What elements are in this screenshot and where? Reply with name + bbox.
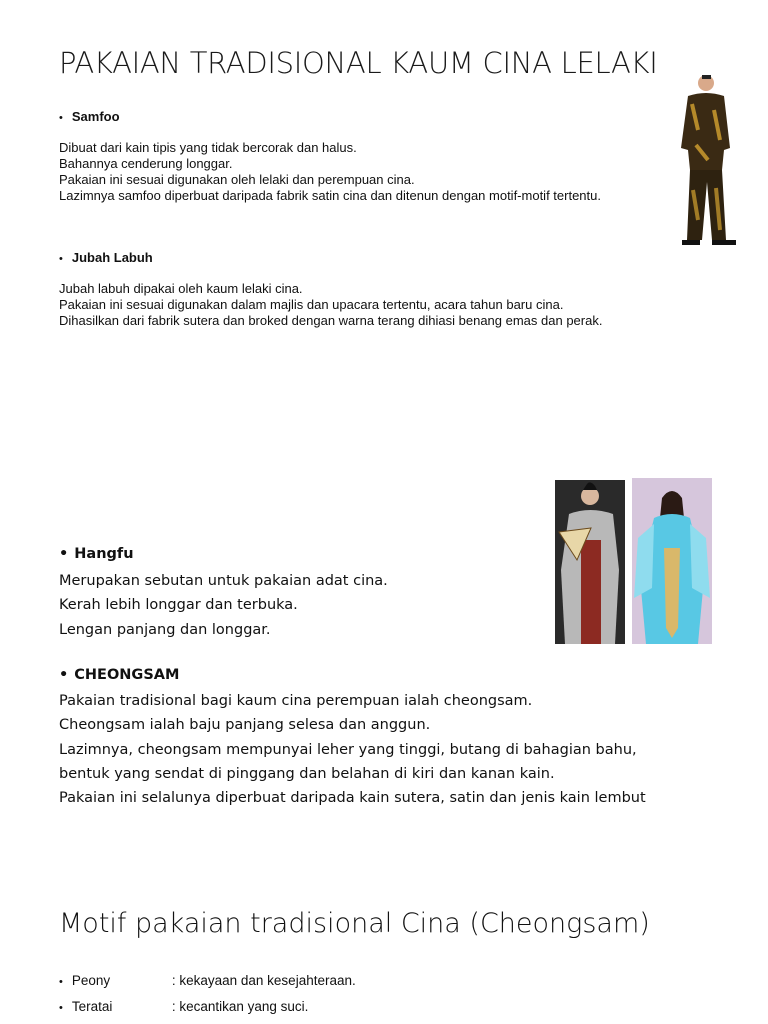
text-line: Bahannya cenderung longgar.: [59, 156, 233, 171]
bullet: •: [59, 667, 69, 683]
heading-text: Samfoo: [71, 109, 120, 124]
text-line: Dibuat dari kain tipis yang tidak bercorak dan halus.: [59, 140, 357, 155]
samfoo-description: [59, 140, 601, 204]
bullet: •: [59, 546, 69, 562]
text-line: Pakaian tradisional bagi kaum cina perempuan ialah cheongsam.: [59, 693, 533, 709]
text-line: Merupakan sebutan untuk pakaian adat cina.: [59, 573, 388, 589]
text-line: Kerah lebih longgar dan terbuka.: [59, 597, 298, 614]
hangfu-woman-photo: [632, 478, 712, 644]
motif-heading: Motif pakaian tradisional Cina (Cheongsam): [59, 908, 650, 939]
cheongsam-description: [59, 689, 646, 810]
motif-item-teratai: [59, 999, 308, 1014]
text-line: Pakaian ini selalunya diperbuat daripada kain sutera, satin dan jenis kain lembut: [59, 790, 646, 807]
motif-meaning: : kecantikan yang suci.: [171, 999, 309, 1014]
heading-text: Hangfu: [74, 546, 134, 562]
cheongsam-heading: [59, 667, 179, 683]
hangfu-man-photo: [555, 480, 625, 644]
text-line: Dihasilkan dari fabrik sutera dan broked dengan warna terang dihiasi benang emas dan perak.: [59, 313, 603, 328]
text-line: Lazimnya samfoo diperbuat daripada fabrik satin cina dan ditenun dengan motif-motif tertentu.: [59, 188, 601, 203]
text-line: bentuk yang sendat di pinggang dan belahan di kiri dan kanan kain.: [59, 765, 555, 782]
hangfu-heading: [59, 546, 134, 562]
heading-text: Jubah Labuh: [71, 250, 153, 265]
bullet: •: [59, 112, 63, 124]
text-line: Jubah labuh dipakai oleh kaum lelaki cina.: [59, 281, 303, 296]
heading-text: CHEONGSAM: [74, 667, 180, 683]
bullet: •: [59, 976, 63, 988]
bullet: •: [59, 1002, 63, 1014]
jubah-heading: [59, 250, 153, 265]
text-line: Lazimnya, cheongsam mempunyai leher yang tinggi, butang di bahagian bahu,: [59, 741, 637, 758]
motif-term: Teratai: [71, 999, 113, 1014]
motif-item-peony: [59, 973, 356, 988]
text-line: Lengan panjang dan longgar.: [59, 621, 271, 638]
motif-term: Peony: [71, 973, 111, 988]
page-title: PAKAIAN TRADISIONAL KAUM CINA LELAKI: [59, 46, 658, 80]
samfoo-man-photo: [668, 70, 744, 248]
jubah-description: [59, 281, 602, 329]
motif-meaning: : kekayaan dan kesejahteraan.: [171, 973, 356, 988]
bullet: •: [59, 253, 63, 265]
text-line: Cheongsam ialah baju panjang selesa dan anggun.: [59, 717, 431, 734]
samfoo-heading: [59, 109, 120, 124]
text-line: Pakaian ini sesuai digunakan oleh lelaki dan perempuan cina.: [59, 172, 415, 187]
text-line: Pakaian ini sesuai digunakan dalam majlis dan upacara tertentu, acara tahun baru cina.: [59, 297, 564, 312]
hangfu-description: [59, 569, 388, 642]
